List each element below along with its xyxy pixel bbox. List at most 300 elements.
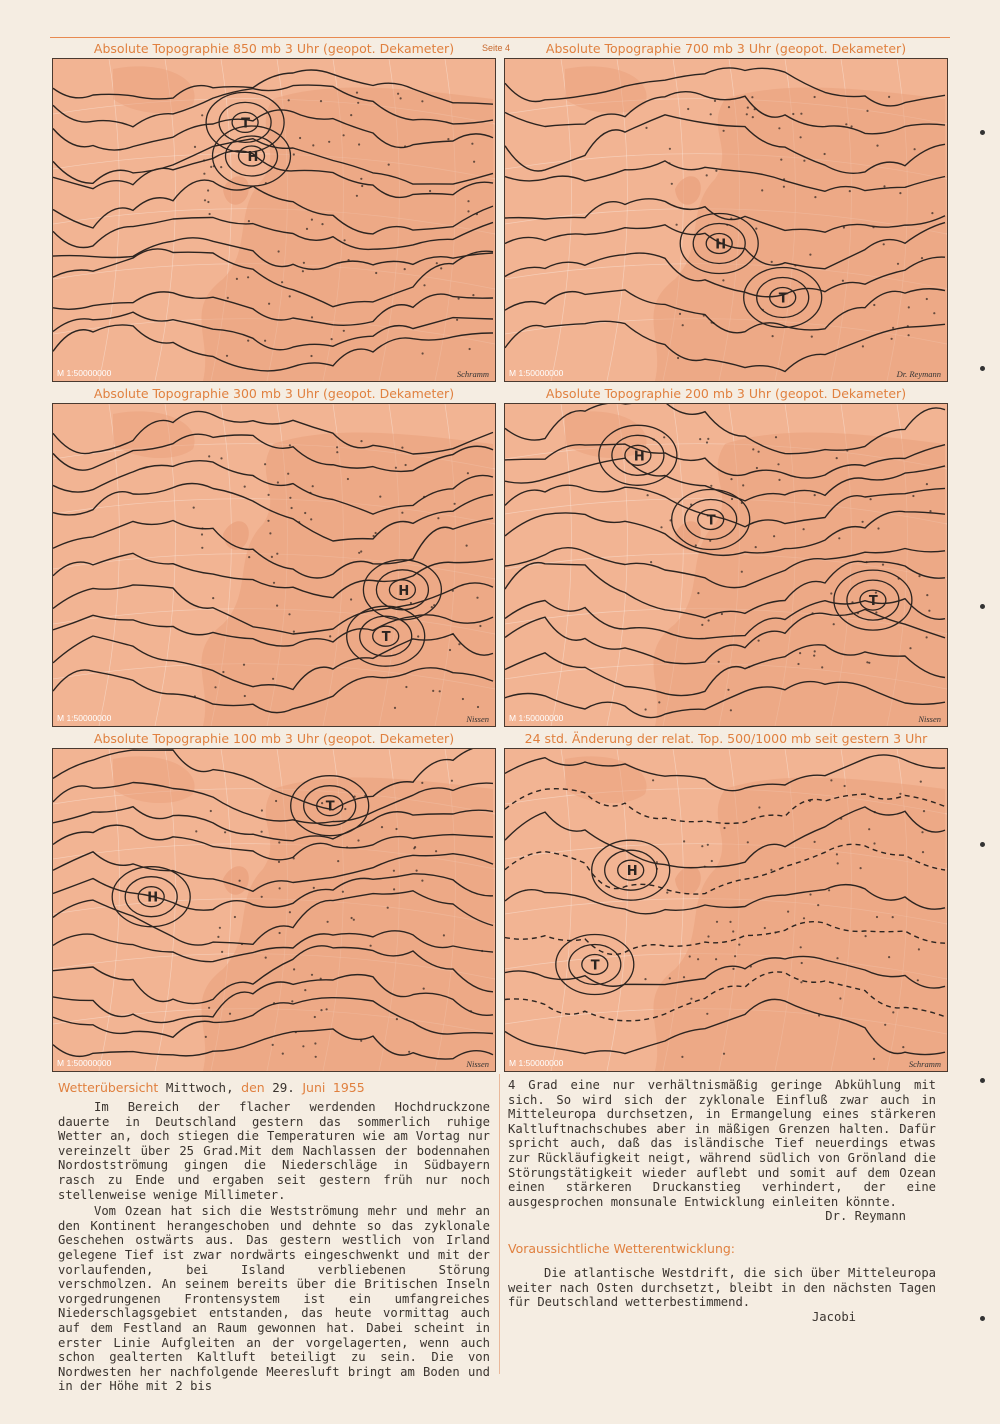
station-dot [472,294,474,296]
station-dot [248,220,250,222]
station-dot [261,896,263,898]
station-dot [207,201,209,203]
station-dot [866,661,868,663]
station-dot [653,438,655,440]
station-dot [440,267,442,269]
station-dot [437,517,439,519]
station-dot [931,212,933,214]
station-dot [357,839,359,841]
station-dot [476,213,478,215]
station-dot [844,785,846,787]
station-dot [423,988,425,990]
station-dot [241,943,243,945]
greenland-iceland [565,66,647,113]
station-dot [778,127,780,129]
station-dot [908,334,910,336]
station-dot [299,137,301,139]
station-dot [687,108,689,110]
station-dot [882,564,884,566]
station-dot [828,889,830,891]
weather-map [504,58,948,382]
station-dot [311,219,313,221]
station-dot [644,978,646,980]
station-dot [268,303,270,305]
station-dot [204,199,206,201]
station-dot [312,485,314,487]
station-dot [288,99,290,101]
station-dot [379,496,381,498]
station-dot [708,619,710,621]
station-dot [689,955,691,957]
station-dot [814,494,816,496]
station-dot [697,592,699,594]
station-dot [683,840,685,842]
station-dot [754,108,756,110]
station-dot [276,605,278,607]
station-dot [669,977,671,979]
station-dot [722,279,724,281]
station-dot [467,210,469,212]
station-dot [690,998,692,1000]
map-title: 24 std. Änderung der relat. Top. 500/1000 mb seit gestern 3 Uhr [524,731,928,746]
station-dot [205,1036,207,1038]
station-dot [849,190,851,192]
weekday: Mittwoch [165,1080,227,1095]
station-dot [277,481,279,483]
station-dot [311,974,313,976]
station-dot [289,497,291,499]
station-dot [405,464,407,466]
isobar-chart [53,404,495,726]
station-dot [868,828,870,830]
station-dot [870,498,872,500]
station-dot [794,264,796,266]
station-dot [836,957,838,959]
map-panel-300mb [52,385,496,727]
station-dot [734,955,736,957]
station-dot [289,444,291,446]
station-dot [364,795,366,797]
station-dot [761,189,763,191]
station-dot [723,130,725,132]
station-dot [803,160,805,162]
station-dot [401,447,403,449]
station-dot [843,226,845,228]
greenland-iceland [113,66,195,113]
station-dot [207,189,209,191]
station-dot [928,610,930,612]
british-isles [223,866,249,894]
station-dot [227,297,229,299]
map-title: Absolute Topographie 100 mb 3 Uhr (geopot. Dekameter) [93,731,455,746]
station-dot [908,306,910,308]
greenland-iceland [565,756,647,803]
station-dot [458,643,460,645]
station-dot [351,917,353,919]
station-dot [269,532,271,534]
station-dot [265,182,267,184]
station-dot [201,533,203,535]
station-dot [697,958,699,960]
station-dot [771,261,773,263]
station-dot [309,492,311,494]
station-dot [892,327,894,329]
station-dot [738,944,740,946]
station-dot [660,526,662,528]
station-dot [310,518,312,520]
report-author: Dr. Reymann [825,1209,906,1224]
station-dot [203,173,205,175]
station-dot [421,100,423,102]
station-dot [670,519,672,521]
station-dot [839,997,841,999]
station-dot [809,800,811,802]
station-dot [797,663,799,665]
station-dot [840,818,842,820]
station-dot [481,950,483,952]
station-dot [381,826,383,828]
station-dot [756,467,758,469]
station-dot [747,841,749,843]
map-signature: Schramm [908,1059,941,1069]
station-dot [291,507,293,509]
station-dot [814,96,816,98]
station-dot [751,96,753,98]
station-dot [709,540,711,542]
station-dot [321,802,323,804]
station-dot [213,165,215,167]
station-dot [883,243,885,245]
station-dot [354,796,356,798]
station-dot [396,1018,398,1020]
station-dot [234,916,236,918]
map-title: Absolute Topographie 200 mb 3 Uhr (geopot. Dekameter) [545,386,907,401]
station-dot [814,196,816,198]
report-paragraph: Vom Ozean hat sich die Westströmung mehr und mehr an den Kontinent herangeschoben und dehnte so das zyklonale Geschehen ostwärts aus. Das gestern westlich von Irland gelegene Tief ist zwar nordwärts eingeschwenkt und mit der vorlaufenden, bei Island verbliebenen Störung verschmolzen. An seinem bereits über die Britischen Inseln vorgedrungenen Frontensystem ist ein umfangreiches Niederschlagsgebiet entstanden, das heute vormittag auch auf dem Festland an Raum gewonnen hat. Dabei scheint in erster Linie Aufgleiten an der vorgelagerten, wenn auch schon gealterten Kaltluft beteiligt zu sein. Die von Nordwesten her nachfolgende Meeresluft bringt am Boden und in der Höhe mit 2 bis [58,1204,490,1394]
station-dot [394,707,396,709]
station-dot [730,478,732,480]
british-isles [675,521,701,549]
station-dot [742,484,744,486]
station-dot [357,102,359,104]
station-dot [873,1058,875,1060]
weather-report-left-column [58,1100,490,1394]
punch-hole [980,130,985,135]
isobar-chart [505,404,947,726]
station-dot [287,473,289,475]
station-dot [703,314,705,316]
station-dot [774,931,776,933]
station-dot [714,100,716,102]
station-dot [682,324,684,326]
station-dot [918,948,920,950]
station-dot [730,709,732,711]
weather-map [504,748,948,1072]
station-dot [917,979,919,981]
station-dot [726,224,728,226]
station-dot [836,457,838,459]
station-dot [741,502,743,504]
station-dot [295,1031,297,1033]
station-dot [298,521,300,523]
weather-map [52,403,496,727]
station-dot [222,671,224,673]
station-dot [800,981,802,983]
station-dot [699,438,701,440]
station-dot [315,1056,317,1058]
station-dot [812,612,814,614]
station-dot [874,811,876,813]
station-dot [922,851,924,853]
station-dot [876,145,878,147]
station-dot [212,597,214,599]
station-dot [721,613,723,615]
station-dot [899,192,901,194]
pressure-centre-marker: T [590,958,600,974]
station-dot [732,930,734,932]
page-number: Seite 4 [482,43,511,53]
station-dot [439,690,441,692]
station-dot [239,880,241,882]
station-dot [892,1011,894,1013]
station-dot [750,965,752,967]
station-dot [321,223,323,225]
station-dot [404,268,406,270]
station-dot [716,921,718,923]
station-dot [830,779,832,781]
station-dot [393,888,395,890]
station-dot [668,162,670,164]
station-dot [918,575,920,577]
station-dot [645,708,647,710]
map-title: Absolute Topographie 700 mb 3 Uhr (geopot. Dekameter) [545,41,907,56]
pressure-centre-marker: T [381,630,391,646]
map-scale: M 1:50000000 [57,713,112,723]
station-dot [814,841,816,843]
station-dot [360,178,362,180]
station-dot [926,483,928,485]
station-dot [467,472,469,474]
station-dot [267,520,269,522]
map-signature: Dr. Reymann [896,369,941,379]
station-dot [360,550,362,552]
station-dot [857,612,859,614]
station-dot [247,340,249,342]
station-dot [470,1010,472,1012]
station-dot [845,123,847,125]
station-dot [293,631,295,633]
station-dot [715,170,717,172]
station-dot [328,141,330,143]
report-paragraph: 4 Grad eine nur verhältnismäßig geringe Abkühlung mit sich. So wird sich der zyklonale Einfluß zwar auch in Mitteleuropa durchsetzen, in Ermangelung eines stärkeren Kaltluftnachschubes aber in mäßigen Grenzen halten. Dafür spricht auch, daß das isländische Tief neuerdings etwas zur Rückläufigkeit neigt, während südlich von Grönland die Störungstätigkeit wieder auflebt und somit auf dem Ozean einen stärkeren Druckanstieg verhindert, der eine ausgesprochen monsunale Entwicklung einleiten könnte. [508,1078,936,1209]
station-dot [824,153,826,155]
station-dot [888,96,890,98]
station-dot [888,956,890,958]
station-dot [456,319,458,321]
forecast-text: Die atlantische Westdrift, die sich über Mitteleuropa weiter nach Osten durchsetzt, bleibt in den nächsten Tagen für Deutschland wetterbestimmend. [508,1266,936,1310]
station-dot [701,845,703,847]
station-dot [405,686,407,688]
station-dot [755,228,757,230]
station-dot [282,1053,284,1055]
station-dot [219,927,221,929]
station-dot [718,661,720,663]
station-dot [342,891,344,893]
station-dot [244,695,246,697]
station-dot [929,510,931,512]
isobar-chart [53,749,495,1071]
station-dot [271,556,273,558]
station-dot [658,701,660,703]
station-dot [210,810,212,812]
station-dot [356,195,358,197]
station-dot [669,148,671,150]
station-dot [264,340,266,342]
map-scale: M 1:50000000 [57,1058,112,1068]
station-dot [291,1000,293,1002]
pressure-centre-marker: H [247,150,259,165]
station-dot [777,463,779,465]
station-dot [723,827,725,829]
station-dot [729,921,731,923]
station-dot [837,862,839,864]
station-dot [707,438,709,440]
station-dot [690,504,692,506]
station-dot [473,161,475,163]
map-scale: M 1:50000000 [509,368,564,378]
station-dot [331,338,333,340]
station-dot [800,113,802,115]
station-dot [375,532,377,534]
station-dot [304,989,306,991]
forecast-column [508,1266,936,1324]
station-dot [224,831,226,833]
station-dot [652,779,654,781]
station-dot [370,945,372,947]
station-dot [421,880,423,882]
station-dot [476,597,478,599]
station-dot [423,496,425,498]
station-dot [214,686,216,688]
station-dot [229,1013,231,1015]
station-dot [221,951,223,953]
station-dot [909,647,911,649]
station-dot [436,262,438,264]
station-dot [875,611,877,613]
station-dot [727,689,729,691]
station-dot [337,860,339,862]
station-dot [899,793,901,795]
station-dot [846,449,848,451]
map-panel-24h-change [504,730,948,1072]
station-dot [304,512,306,514]
date-month: Juni [302,1080,326,1095]
british-isles [675,866,701,894]
station-dot [851,601,853,603]
station-dot [683,976,685,978]
station-dot [276,553,278,555]
station-dot [314,1042,316,1044]
station-dot [314,1016,316,1018]
station-dot [350,114,352,116]
station-dot [666,892,668,894]
station-dot [361,185,363,187]
europe-landmass [201,777,495,1071]
station-dot [715,958,717,960]
weather-report-heading: Wetterübersicht Mittwoch, den 29. Juni 1955 [58,1080,365,1095]
station-dot [336,446,338,448]
station-dot [679,313,681,315]
station-dot [278,250,280,252]
map-signature: Nissen [466,714,489,724]
station-dot [741,571,743,573]
station-dot [817,904,819,906]
station-dot [830,592,832,594]
station-dot [408,1051,410,1053]
station-dot [326,1008,328,1010]
station-dot [748,666,750,668]
station-dot [710,113,712,115]
station-dot [814,650,816,652]
station-dot [773,535,775,537]
station-dot [293,968,295,970]
station-dot [410,602,412,604]
pressure-centre-marker: H [626,864,638,880]
station-dot [813,655,815,657]
station-dot [677,357,679,359]
station-dot [755,546,757,548]
station-dot [422,352,424,354]
station-dot [758,806,760,808]
station-dot [201,527,203,529]
date-prefix: den [241,1080,265,1095]
station-dot [650,561,652,563]
station-dot [451,780,453,782]
greenland-iceland [113,411,195,458]
station-dot [926,594,928,596]
station-dot [681,1056,683,1058]
station-dot [209,213,211,215]
station-dot [875,592,877,594]
station-dot [343,330,345,332]
header-rule [50,37,950,38]
station-dot [413,847,415,849]
station-dot [926,636,928,638]
station-dot [873,304,875,306]
station-dot [803,528,805,530]
station-dot [851,125,853,127]
station-dot [752,116,754,118]
station-dot [360,1040,362,1042]
station-dot [892,916,894,918]
station-dot [306,228,308,230]
station-dot [313,887,315,889]
station-dot [401,512,403,514]
station-dot [897,263,899,265]
station-dot [272,1044,274,1046]
station-dot [923,810,925,812]
station-dot [723,1053,725,1055]
station-dot [201,547,203,549]
station-dot [762,309,764,311]
station-dot [712,322,714,324]
pressure-centre-marker: H [715,237,727,253]
station-dot [821,666,823,668]
weather-map [52,748,496,1072]
station-dot [423,284,425,286]
station-dot [210,166,212,168]
europe-landmass [653,432,947,726]
